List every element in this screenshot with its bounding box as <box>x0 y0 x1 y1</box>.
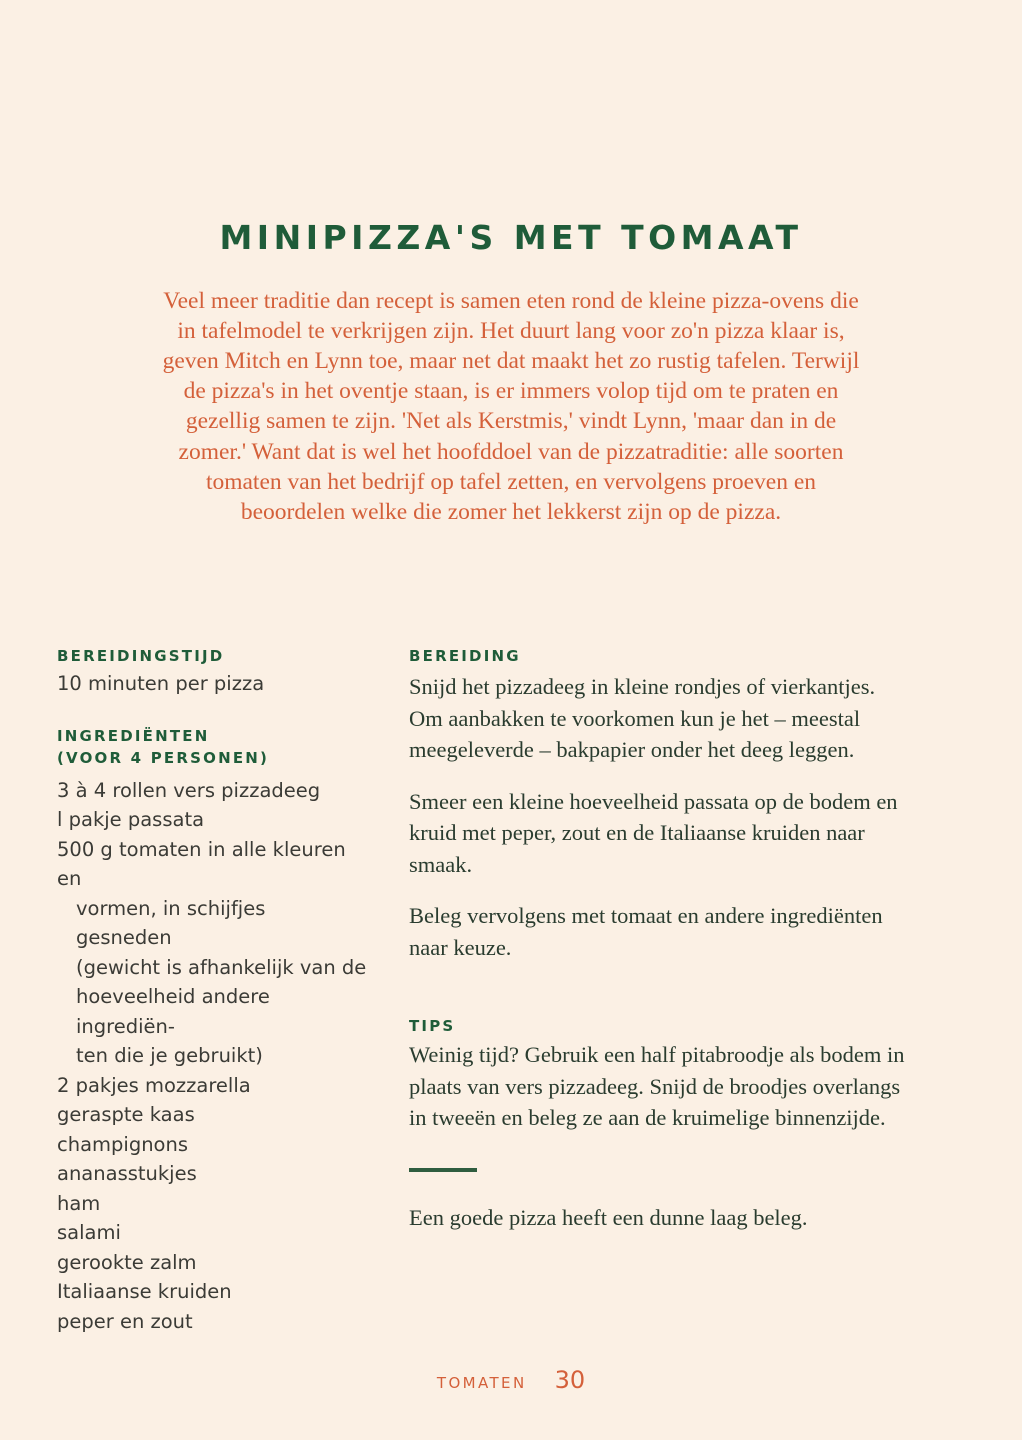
preparation-time-block <box>57 645 367 699</box>
preparation-time-heading: BEREIDINGSTIJD <box>57 647 225 665</box>
ingredients-heading-line1: INGREDIËNTEN <box>57 726 210 745</box>
right-column <box>409 645 909 1256</box>
footer-page-number: 30 <box>554 1366 586 1394</box>
ingredient-item: salami <box>57 1221 121 1244</box>
ingredient-item: ananasstukjes <box>57 1162 197 1185</box>
divider-rule <box>409 1168 477 1172</box>
method-heading: BEREIDING <box>409 647 521 665</box>
ingredient-item: peper en zout <box>57 1309 193 1333</box>
tips-heading: TIPS <box>409 1017 456 1035</box>
ingredient-item: geraspte kaas <box>57 1103 195 1126</box>
ingredient-item: 2 pakjes mozzarella <box>57 1073 251 1097</box>
ingredient-item: ten die je gebruikt) <box>76 1044 263 1067</box>
ingredients-block <box>57 725 367 1337</box>
ingredient-item: gerookte zalm <box>57 1250 197 1274</box>
ingredients-heading-line2: (VOOR 4 PERSONEN) <box>57 748 270 767</box>
closing-note: Een goede pizza heeft een dunne laag beleg. <box>409 1204 808 1230</box>
preparation-time-value: 10 minuten per pizza <box>57 672 265 695</box>
left-column <box>57 645 367 1352</box>
intro-paragraph: Veel meer traditie dan recept is samen eten rond de kleine pizza-ovens die in tafelmodel te verkrijgen zijn. Het duurt lang voor zo'n pizza klaar is, geven Mitch en Lynn toe, maar net dat maakt het zo rustig tafelen. Terwijl de pizza's in het oventje staan, is er immers volop tijd om te praten en gezellig samen te zijn. 'Net als Kerstmis,' vindt Lynn, 'maar dan in de zomer.' Want dat is wel het hoofddoel van de pizzatraditie: alle soorten tomaten van het bedrijf op tafel zetten, en vervolgens proeven en beoordelen welke die zomer het lekkerst zijn op de pizza. <box>162 287 860 525</box>
ingredient-item: Italiaanse kruiden <box>57 1280 232 1303</box>
method-paragraph: Smeer een kleine hoeveelheid passata op de bodem en kruid met peper, zout en de Italiaanse kruiden naar smaak. <box>409 788 898 877</box>
ingredients-list <box>57 776 367 1337</box>
ingredient-item: 500 g tomaten in alle kleuren en <box>57 837 346 890</box>
tips-text: Weinig tijd? Gebruik een half pitabroodje als bodem in plaats van vers pizzadeeg. Snijd de broodjes overlangs in tweeën en beleg ze aan de kruimelige binnenzijde. <box>409 1042 905 1130</box>
ingredient-item: champignons <box>57 1132 189 1156</box>
ingredient-item: l pakje passata <box>57 808 205 831</box>
method-paragraphs <box>409 671 909 963</box>
method-paragraph: Snijd het pizzadeeg in kleine rondjes of vierkantjes. Om aanbakken te voorkomen kun je het – meestal meegeleverde – bakpapier onder het deeg leggen. <box>409 674 876 762</box>
method-paragraph: Beleg vervolgens met tomaat en andere ingrediënten naar keuze. <box>409 903 883 960</box>
page-title: MINIPIZZA'S MET TOMAAT <box>219 218 803 258</box>
ingredient-item: (gewicht is afhankelijk van de <box>76 955 367 979</box>
footer-chapter-label: TOMATEN <box>436 1374 527 1392</box>
ingredient-item: hoeveelheid andere ingrediën- <box>76 985 270 1038</box>
page-footer <box>0 1366 1022 1394</box>
ingredient-item: 3 à 4 rollen vers pizzadeeg <box>57 778 321 802</box>
ingredient-item: ham <box>57 1191 101 1215</box>
ingredient-item: vormen, in schijfjes gesneden <box>76 896 266 949</box>
